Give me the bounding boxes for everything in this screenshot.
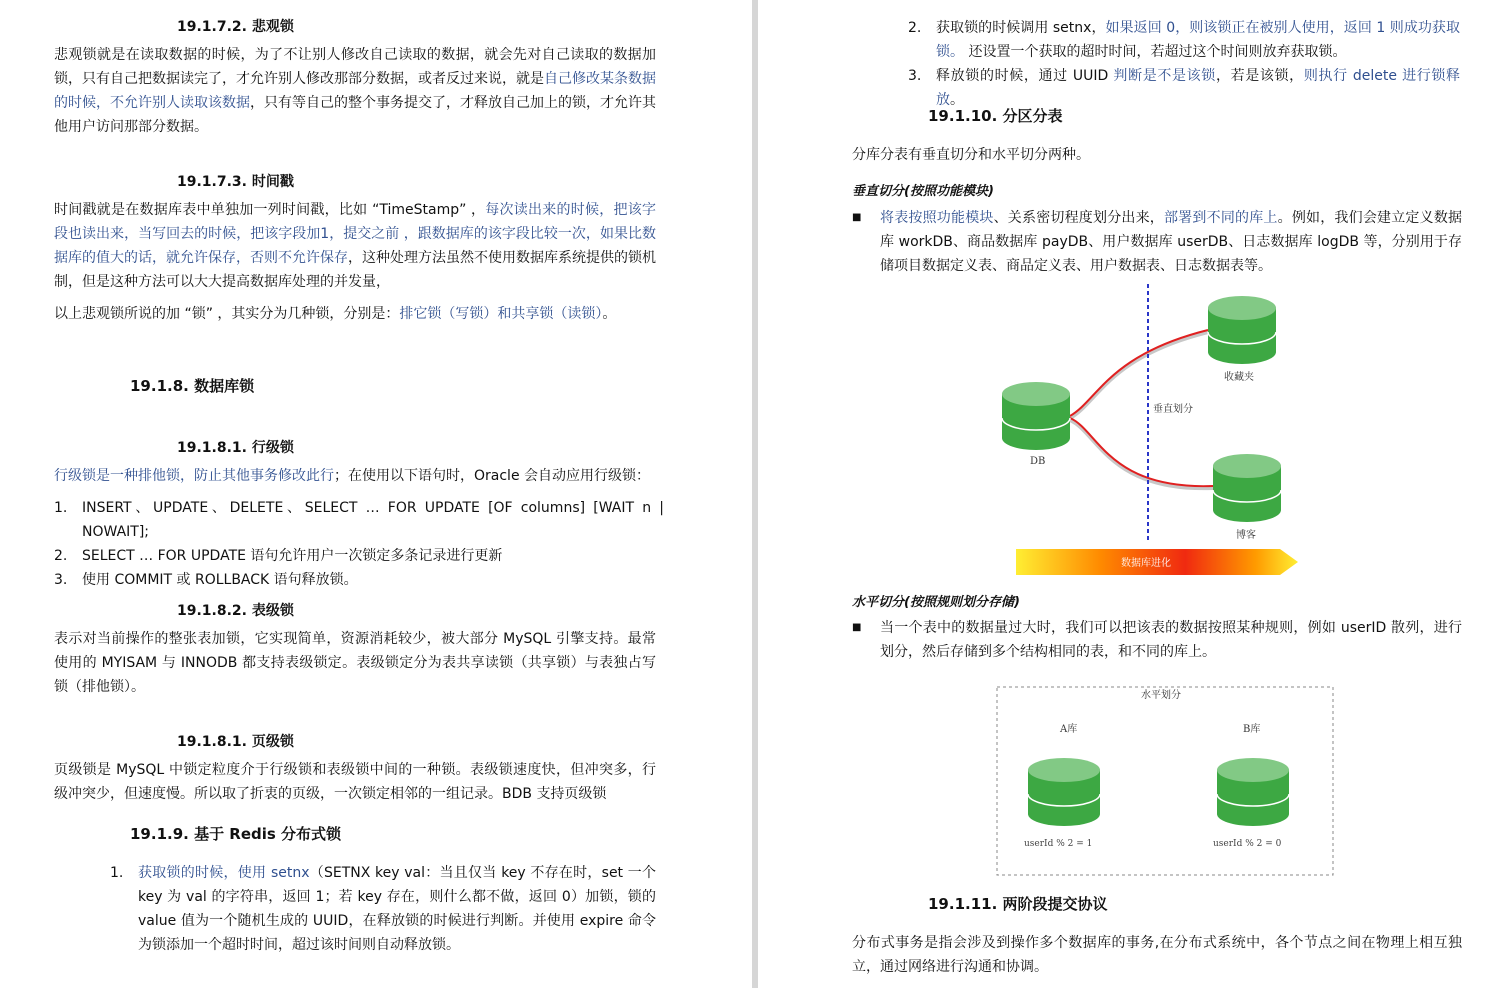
heading-row-lock: 19.1.8.1. 行级锁 xyxy=(177,440,294,456)
list-item: ■ 将表按照功能模块、关系密切程度划分出来，部署到不同的库上。例如，我们会建立定义数据库 workDB、商品数据库 payDB、用户数据库 userDB、日志数据库 logDB 等，分别用于存储项目数据定义表、商品定义表、用户数据表、日志数据表等。 xyxy=(852,206,1462,278)
row-lock-intro: 行级锁是一种排他锁，防止其他事务修改此行；在使用以下语句时，Oracle 会自动应用行级锁： xyxy=(54,468,651,484)
split-label: 垂直划分 xyxy=(1153,404,1193,415)
bullet-icon: ■ xyxy=(852,622,862,633)
table-lock-paragraph: 表示对当前操作的整张表加锁，它实现简单，资源消耗较少，被大部分 MySQL 引擎支持。最常使用的 MYISAM 与 INNODB 都支持表级锁定。表级锁定分为表共享读锁（共享锁）与表独占写锁（排他锁）。 xyxy=(54,631,656,695)
db-a-rule: userId % 2 = 1 xyxy=(1024,839,1093,849)
page-lock-paragraph: 页级锁是 MySQL 中锁定粒度介于行级锁和表级锁中间的一种锁。表级锁速度快，但冲突多，行级冲突少，但速度慢。所以取了折衷的页级，一次锁定相邻的一组记录。BDB 支持页级锁 xyxy=(54,762,656,802)
db-label: DB xyxy=(1030,456,1046,467)
heading-timestamp: 19.1.7.3. 时间戳 xyxy=(177,174,294,190)
heading-two-phase-commit: 19.1.11. 两阶段提交协议 xyxy=(928,895,1108,913)
lock-types-note: 以上悲观锁所说的加 “锁” ，其实分为几种锁，分别是：排它锁（写锁）和共享锁（读锁）。 xyxy=(54,306,617,322)
bottom-db-label: 博客 xyxy=(1236,530,1256,541)
top-db-label: 收藏夹 xyxy=(1224,372,1254,383)
sharding-intro: 分库分表有垂直切分和水平切分两种。 xyxy=(852,147,1090,163)
heading-sharding: 19.1.10. 分区分表 xyxy=(928,107,1063,125)
heading-pessimistic-lock: 19.1.7.2. 悲观锁 xyxy=(177,19,294,35)
list-item: 3. 释放锁的时候，通过 UUID 判断是不是该锁，若是该锁，则执行 delete 进行锁释放。 xyxy=(908,68,1461,108)
right-page xyxy=(758,0,1491,988)
horizontal-split-title: 水平切分(按照规则划分存储) xyxy=(852,595,1020,610)
redis-lock-list xyxy=(110,861,656,957)
db-cylinder-icon xyxy=(1002,382,1070,450)
vertical-split-diagram xyxy=(998,282,1308,580)
vertical-split-title: 垂直切分(按照功能模块) xyxy=(852,184,994,199)
heading-database-locks: 19.1.8. 数据库锁 xyxy=(130,377,255,395)
heading-table-lock: 19.1.8.2. 表级锁 xyxy=(177,603,294,619)
evolution-label: 数据库进化 xyxy=(1121,558,1171,569)
list-item: 2. SELECT … FOR UPDATE 语句允许用户一次锁定多条记录进行更新 xyxy=(54,548,503,564)
shadow-curve xyxy=(1070,420,1213,488)
redis-lock-list-continued xyxy=(908,16,1460,112)
bullet-icon: ■ xyxy=(852,212,862,223)
db-cylinder-icon xyxy=(1208,296,1276,364)
db-cylinder-icon xyxy=(1028,758,1100,826)
list-item: 1. INSERT、UPDATE、DELETE、SELECT … FOR UPDATE [OF columns] [WAIT n | NOWAIT]; xyxy=(54,500,664,540)
list-item: 2. 获取锁的时候调用 setnx，如果返回 0，则该锁正在被别人使用，返回 1 则成功获取锁。 还设置一个获取的超时时间，若超过这个时间则放弃获取锁。 xyxy=(908,20,1460,60)
vertical-split-bullet xyxy=(852,206,1462,278)
db-cylinder-icon xyxy=(1217,758,1289,826)
horizontal-split-bullet xyxy=(852,616,1462,664)
row-lock-list xyxy=(54,496,664,592)
list-item: ■ 当一个表中的数据量过大时，我们可以把该表的数据按照某种规则，例如 userID 散列，进行划分，然后存储到多个结构相同的表，和不同的库上。 xyxy=(852,616,1462,664)
list-item: 1. 获取锁的时候，使用 setnx（SETNX key val：当且仅当 key 不存在时，set 一个 key 为 val 的字符串，返回 1；若 key 存在，则什么都不做，返回 0）加锁，锁的 value 值为一个随机生成的 UUID，在释放锁的时候进行判断。并使用 expire 命令为锁添加一个超时时间，超过该时间则自动释放锁。 xyxy=(110,865,656,953)
horizontal-split-diagram xyxy=(996,686,1336,878)
pessimistic-lock-paragraph: 悲观锁就是在读取数据的时候，为了不让别人修改自己读取的数据，就会先对自己读取的数据加锁，只有自己把数据读完了，才允许别人修改那部分数据，或者反过来说，就是自己修改某条数据的时候，不允许别人读取该数据，只有等自己的整个事务提交了，才释放自己加上的锁，才允许其他用户访问那部分数据。 xyxy=(54,47,656,135)
two-phase-commit-paragraph: 分布式事务是指会涉及到操作多个数据库的事务,在分布式系统中，各个节点之间在物理上相互独立，通过网络进行沟通和协调。 xyxy=(852,935,1462,975)
heading-redis-lock: 19.1.9. 基于 Redis 分布式锁 xyxy=(130,825,342,843)
diagram-title: 水平划分 xyxy=(1141,690,1181,701)
list-item: 3. 使用 COMMIT 或 ROLLBACK 语句释放锁。 xyxy=(54,572,358,588)
db-b-label: B库 xyxy=(1243,724,1261,735)
db-b-rule: userId % 2 = 0 xyxy=(1213,839,1282,849)
heading-page-lock: 19.1.8.1. 页级锁 xyxy=(177,734,294,750)
curve-to-bottom-db xyxy=(1070,418,1213,486)
db-cylinder-icon xyxy=(1213,454,1281,522)
db-a-label: A库 xyxy=(1060,724,1078,735)
timestamp-paragraph: 时间戳就是在数据库表中单独加一列时间戳，比如 “TimeStamp” ，每次读出来的时候，把该字段也读出来，当写回去的时候，把该字段加1，提交之前 ，跟数据库的该字段比较一次，如果比数据库的值大的话，就允许保存，否则不允许保存，这种处理方法虽然不使用数据库系统提供的锁机制，但是这种方法可以大大提高数据库处理的并发量， xyxy=(54,202,656,290)
